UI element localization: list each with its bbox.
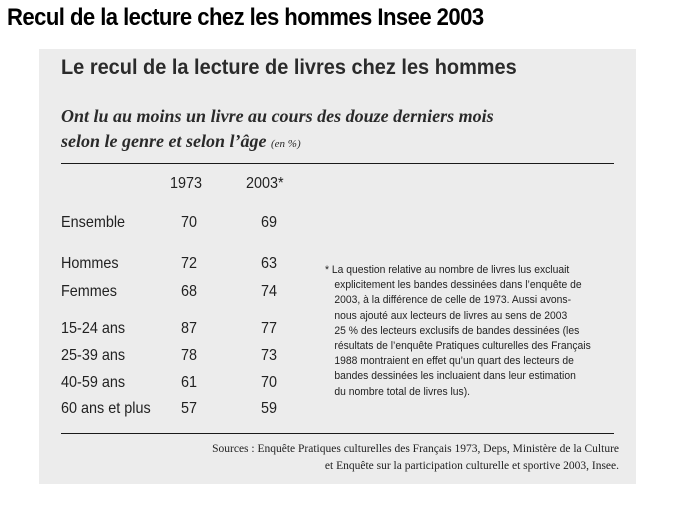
footnote-line: du nombre total de livres lus). [334,385,471,398]
footnote-line: 25 % des lecteurs exclusifs de bandes dessinées (les [334,324,580,337]
cell-hommes-2003: 63 [261,255,278,272]
footnote-line: résultats de l’enquête Pratiques culturelles des Français [334,340,591,353]
row-label-ensemble: Ensemble [61,214,126,231]
cell-40-59-1973: 61 [181,374,198,391]
subtitle-line-1: Ont lu au moins un livre au cours des douze derniers mois [61,106,494,126]
bottom-rule [61,433,614,434]
figure-panel [39,49,636,484]
row-label-25-39: 25-39 ans [61,347,126,364]
cell-femmes-2003: 74 [261,283,278,300]
cell-ensemble-1973: 70 [181,214,198,231]
column-header-2003: 2003* [246,175,284,192]
sources-line-1: Sources : Enquête Pratiques culturelles des Français 1973, Deps, Ministère de la Culture [212,443,619,455]
cell-60-plus-2003: 59 [261,400,278,417]
cell-25-39-2003: 73 [261,347,278,364]
subtitle-line-2 [61,129,621,157]
footnote-line: nous ajouté aux lecteurs de livres au sens de 2003 [334,309,568,322]
cell-15-24-2003: 77 [261,320,278,337]
sources-note [149,441,619,475]
sources-line-2: et Enquête sur la participation culturelle et sportive 2003, Insee. [324,460,619,472]
cell-hommes-1973: 72 [181,255,198,272]
row-label-femmes: Femmes [61,283,118,300]
cell-femmes-1973: 68 [181,283,198,300]
cell-ensemble-2003: 69 [261,214,278,231]
row-label-40-59: 40-59 ans [61,374,126,391]
footnote-line: * La question relative au nombre de livres lus excluait [325,264,570,276]
footnote-line: explicitement les bandes dessinées dans l’enquête de [334,279,582,292]
subtitle-line-2-text: selon le genre et selon l’âge [61,131,267,151]
column-header-1973: 1973 [170,175,203,192]
row-label-15-24: 15-24 ans [61,320,126,337]
footnote-line: bandes dessinées les incluaient dans leur estimation [334,370,576,383]
footnote-line: 2003, à la différence de celle de 1973. Aussi avons- [334,294,572,307]
footnote-line: 1988 montraient en effet qu’un quart des lecteurs de [334,355,574,368]
slide-title: Recul de la lecture chez les hommes Insee 2003 [7,4,484,31]
cell-25-39-1973: 78 [181,347,198,364]
figure-subtitle [61,104,621,157]
figure-heading: Le recul de la lecture de livres chez les hommes [61,56,517,79]
footnote [325,263,601,400]
row-label-hommes: Hommes [61,255,119,272]
top-rule [61,163,614,164]
cell-40-59-2003: 70 [261,374,278,391]
unit-note: (en %) [270,138,301,150]
row-label-60-plus: 60 ans et plus [61,400,151,417]
cell-60-plus-1973: 57 [181,400,198,417]
cell-15-24-1973: 87 [181,320,198,337]
